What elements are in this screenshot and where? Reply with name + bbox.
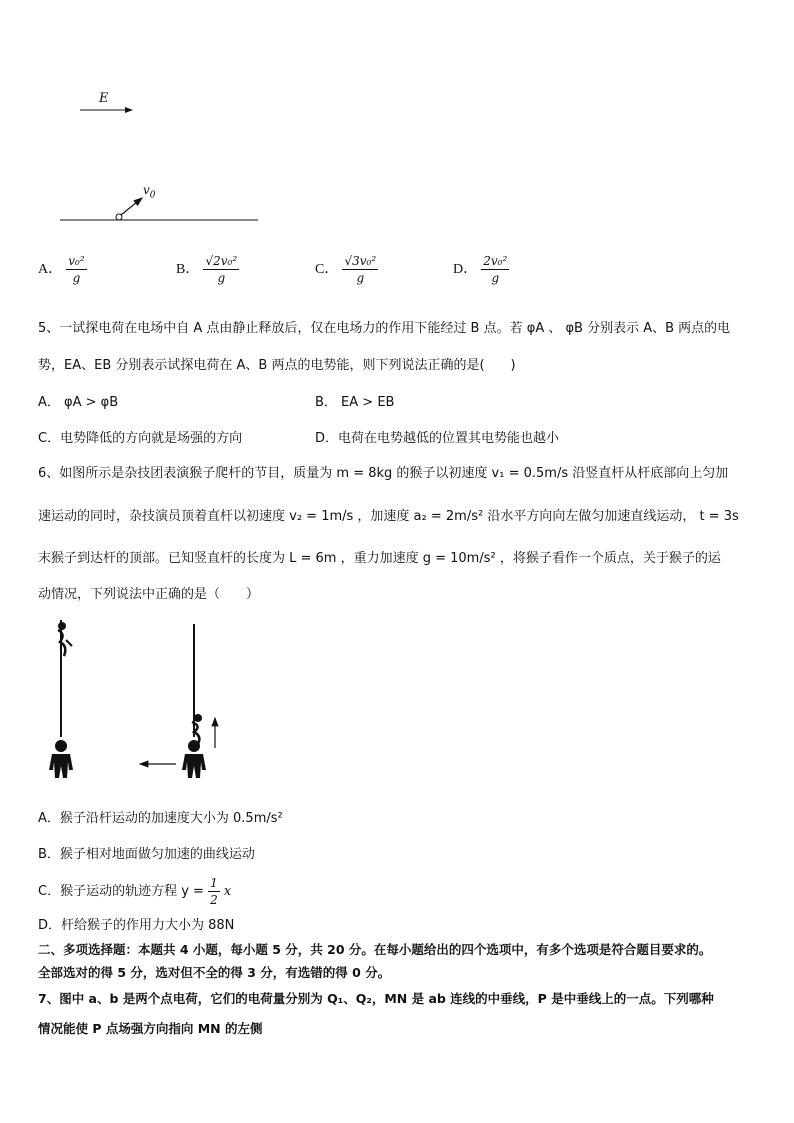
q6-option-c[interactable]: C．猴子运动的轨迹方程 y = $\frac{1}{2}$ x [38, 876, 232, 907]
section2-header-line-2: 全部选对的得 5 分，选对但不全的得 3 分，有选错的得 0 分。 [38, 965, 391, 980]
projectile-figure [50, 85, 270, 230]
q7-stem-line-2: 情况能使 P 点场强方向指向 MN 的左侧 [38, 1021, 263, 1036]
q4-option-c[interactable]: C． $\frac{\text{√3v₀²}}{g}$ [315, 254, 377, 285]
performer-right-icon [182, 740, 206, 778]
q5-option-d[interactable]: D．电荷在电势越低的位置其电势能也越小 [315, 431, 560, 446]
q5-option-a[interactable]: A． φA > φB [38, 395, 119, 410]
q6-stem-line-2: 速运动的同时，杂技演员顶着直杆以初速度 v₂ = 1m/s ，加速度 a₂ = 2m/s² 沿水平方向向左做匀加速直线运动， t = 3s [38, 509, 739, 524]
q5-option-b[interactable]: B． EA > EB [315, 395, 395, 410]
velocity-label: $v_0$ [143, 183, 156, 201]
q5-stem-line-2: 势，EA、EB 分别表示试探电荷在 A、B 两点的电势能，则下列说法正确的是( ) [38, 358, 516, 373]
q5-option-c[interactable]: C．电势降低的方向就是场强的方向 [38, 431, 243, 446]
section2-header-line-1: 二、多项选择题：本题共 4 小题，每小题 5 分，共 20 分。在每小题给出的四个选项中，有多个选项是符合题目要求的。 [38, 942, 712, 957]
q6-option-b[interactable]: B．猴子相对地面做匀加速的曲线运动 [38, 847, 255, 862]
q4-option-d[interactable]: D． $\frac{\text{2v₀²}}{g}$ [453, 254, 508, 285]
q4-option-a[interactable]: A． $\frac{\text{v₀²}}{g}$ [38, 254, 85, 285]
performer-left-icon [49, 740, 73, 778]
q6-option-a[interactable]: A．猴子沿杆运动的加速度大小为 0.5m/s² [38, 811, 283, 826]
monkey-pole-figure [40, 612, 240, 787]
field-label: E [99, 91, 109, 106]
q4-option-b[interactable]: B． $\frac{\text{√2v₀²}}{g}$ [176, 254, 238, 285]
velocity-arrow [121, 198, 142, 215]
q6-stem-line-1: 6、如图所示是杂技团表演猴子爬杆的节目，质量为 m = 8kg 的猴子以初速度 v₁ = 0.5m/s 沿竖直杆从杆底部向上匀加 [38, 466, 729, 481]
q6-stem-line-4: 动情况，下列说法中正确的是（ ） [38, 587, 260, 602]
q7-stem-line-1: 7、图中 a、b 是两个点电荷，它们的电荷量分别为 Q₁、Q₂，MN 是 ab 连线的中垂线，P 是中垂线上的一点。下列哪种 [38, 991, 714, 1006]
q6-stem-line-3: 末猴子到达杆的顶部。已知竖直杆的长度为 L = 6m ，重力加速度 g = 10m/s² ，将猴子看作一个质点，关于猴子的运 [38, 551, 721, 566]
q6-option-d[interactable]: D．杆给猴子的作用力大小为 88N [38, 918, 235, 933]
q5-stem-line-1: 5、一试探电荷在电场中自 A 点由静止释放后，仅在电场力的作用下能经过 B 点。若 φA 、 φB 分别表示 A、B 两点的电 [38, 321, 731, 336]
